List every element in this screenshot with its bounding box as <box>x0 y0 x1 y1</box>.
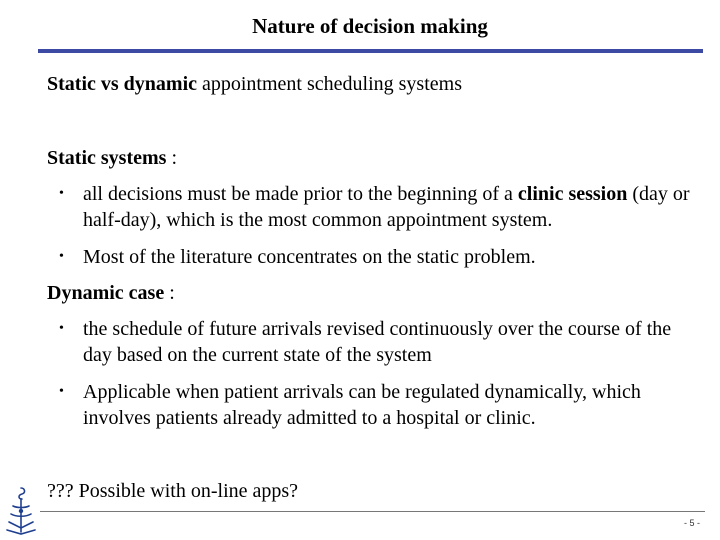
bullet-symbol: • <box>59 321 64 336</box>
bullet-symbol: • <box>59 249 64 264</box>
dynamic-case-heading <box>47 282 175 305</box>
title-underline <box>38 49 703 53</box>
page-number: - 5 - <box>683 518 700 528</box>
bullet-text-bold: clinic session <box>517 183 628 205</box>
static-systems-heading <box>47 147 177 170</box>
bullet-text <box>83 181 693 233</box>
institution-logo-icon <box>3 484 39 536</box>
bullet-symbol: • <box>59 384 64 399</box>
bullet-text <box>83 379 693 431</box>
footer-rule <box>40 511 705 512</box>
slide-subtitle <box>47 73 462 96</box>
static-heading-rest: : <box>166 147 177 169</box>
subtitle-bold: Static vs dynamic <box>47 73 197 95</box>
bullet-text-part: the schedule of future arrivals revised continuously over the course of the day based on the current state of the system <box>83 318 672 366</box>
bullet-text <box>83 244 693 270</box>
bullet-symbol: • <box>59 186 64 201</box>
slide-title: Nature of decision making <box>252 14 488 38</box>
dynamic-heading-rest: : <box>164 282 175 304</box>
bullet-text-part: Applicable when patient arrivals can be regulated dynamically, which involves patients already admitted to a hospital or clinic. <box>83 381 641 429</box>
bullet-text-part: Most of the literature concentrates on the static problem. <box>83 246 536 268</box>
bullet-text-part: (day or half-day), which is the most common appointment system. <box>83 183 690 231</box>
bullet-text <box>83 316 693 368</box>
bullet-text-part: all decisions must be made prior to the beginning of a <box>83 183 518 205</box>
static-heading-bold: Static systems <box>47 147 167 169</box>
dynamic-heading-bold: Dynamic case <box>47 282 165 304</box>
closing-question: ??? Possible with on-line apps? <box>47 480 299 502</box>
subtitle-rest: appointment scheduling systems <box>197 73 462 95</box>
